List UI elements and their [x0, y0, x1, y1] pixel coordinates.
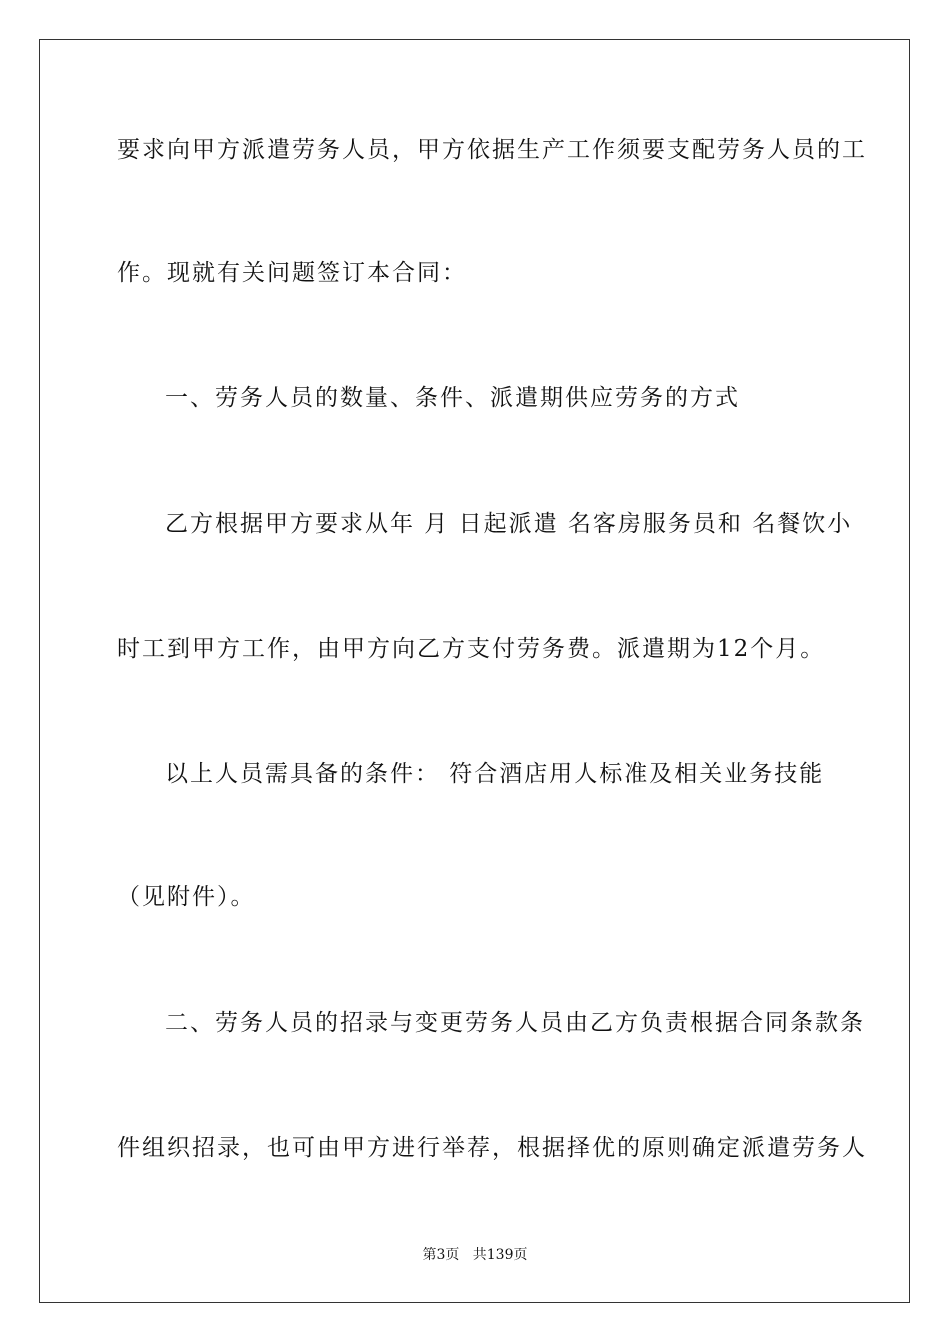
- body-line: 作。现就有关问题签订本合同：: [117, 260, 467, 286]
- page-number: 第3页: [422, 1247, 460, 1263]
- body-line: 时工到甲方工作，由甲方向乙方支付劳务费。派遣期为12个月。: [117, 636, 826, 662]
- section-heading: 一、劳务人员的数量、条件、派遣期供应劳务的方式: [165, 385, 740, 411]
- body-line: 以上人员需具备的条件： 符合酒店用人标准及相关业务技能: [165, 761, 825, 787]
- section-heading: 二、劳务人员的招录与变更劳务人员由乙方负责根据合同条款条: [165, 1010, 865, 1036]
- page-total: 共139页: [472, 1247, 528, 1263]
- page-border: [39, 39, 910, 1303]
- body-line: （见附件）。: [117, 884, 256, 910]
- body-line: 乙方根据甲方要求从年 月 日起派遣 名客房服务员和 名餐饮小: [165, 511, 853, 537]
- page-footer: [0, 1245, 950, 1265]
- body-line: 件组织招录，也可由甲方进行举荐，根据择优的原则确定派遣劳务人: [117, 1135, 867, 1161]
- body-line: 要求向甲方派遣劳务人员，甲方依据生产工作须要支配劳务人员的工: [117, 137, 867, 163]
